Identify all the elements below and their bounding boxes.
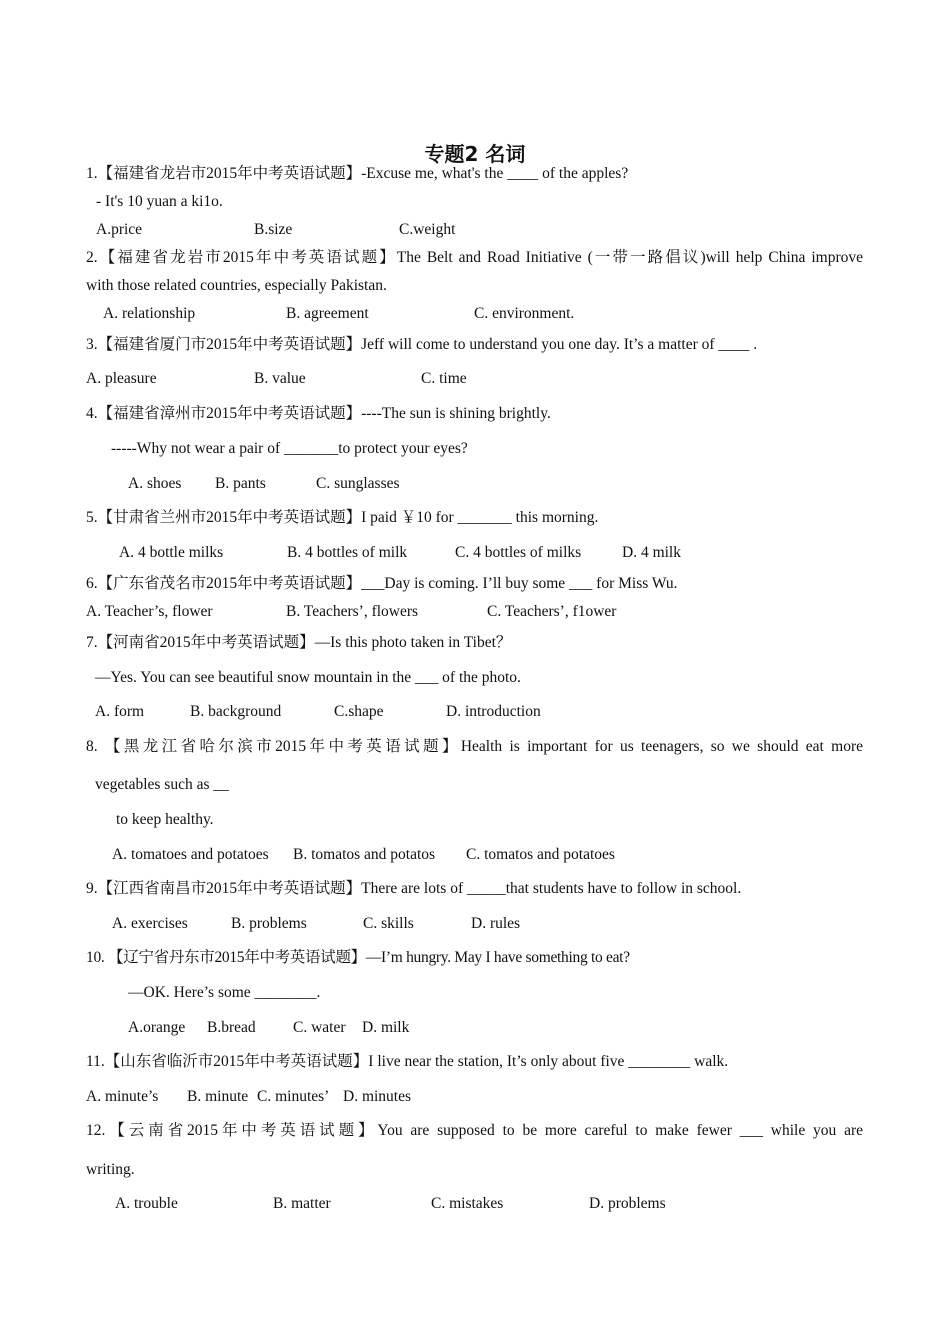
question-11-option-c: C. minutes’ xyxy=(257,1088,330,1105)
question-9-option-d: D. rules xyxy=(471,915,521,932)
question-8-line-1: 8. 【黑龙江省哈尔滨市2015年中考英语试题】Health is important for us teenagers, so we should eat more xyxy=(86,738,863,755)
question-12-line-1: 12.【云南省2015年中考英语试题】You are supposed to be more careful to make fewer ___ while you are xyxy=(86,1122,863,1139)
question-3-option-a: A. pleasure xyxy=(86,370,157,387)
question-11-option-a: A. minute’s xyxy=(86,1088,159,1105)
question-5-option-c: C. 4 bottles of milks xyxy=(455,544,582,561)
question-10-line-2: —OK. Here’s some ________. xyxy=(128,984,321,1001)
question-1-option-b: B.size xyxy=(254,221,293,238)
question-8-option-c: C. tomatos and potatoes xyxy=(466,846,615,863)
question-12-option-a: A. trouble xyxy=(115,1195,178,1212)
question-5-line-1: 5.【甘肃省兰州市2015年中考英语试题】I paid ￥10 for _______ this morning. xyxy=(86,509,599,526)
question-4-option-c: C. sunglasses xyxy=(316,475,400,492)
question-7-option-d: D. introduction xyxy=(446,703,541,720)
question-9-line-1: 9.【江西省南昌市2015年中考英语试题】There are lots of _____that students have to follow in school. xyxy=(86,880,742,897)
question-7-line-1: 7.【河南省2015年中考英语试题】—Is this photo taken in Tibet？ xyxy=(86,634,512,651)
question-7-option-c: C.shape xyxy=(334,703,384,720)
question-4-option-b: B. pants xyxy=(215,475,266,492)
page-title: 专题2 名词 xyxy=(424,142,526,166)
question-2-line-1: 2.【福建省龙岩市2015年中考英语试题】The Belt and Road Initiative (一带一路倡议)will help China improve xyxy=(86,249,863,266)
question-1-line-2: - It's 10 yuan a ki1o. xyxy=(96,193,223,210)
question-1-line-1: 1.【福建省龙岩市2015年中考英语试题】-Excuse me, what's the ____ of the apples? xyxy=(86,165,629,182)
question-12-option-b: B. matter xyxy=(273,1195,331,1212)
question-8-option-a: A. tomatoes and potatoes xyxy=(112,846,269,863)
question-11-option-d: D. minutes xyxy=(343,1088,412,1105)
question-9-option-b: B. problems xyxy=(231,915,307,932)
question-7-option-b: B. background xyxy=(190,703,282,720)
question-6-option-c: C. Teachers’, f1ower xyxy=(487,603,617,620)
question-3-option-b: B. value xyxy=(254,370,306,387)
question-7-line-2: —Yes. You can see beautiful snow mountain in the ___ of the photo. xyxy=(95,669,521,686)
question-10-option-d: D. milk xyxy=(362,1019,410,1036)
question-12-line-2: writing. xyxy=(86,1161,135,1178)
question-2-line-2: with those related countries, especially Pakistan. xyxy=(86,277,387,294)
question-12-option-c: C. mistakes xyxy=(431,1195,504,1212)
question-10-line-1: 10. 【辽宁省丹东市2015年中考英语试题】—I’m hungry. May I have something to eat? xyxy=(86,949,630,966)
question-5-option-b: B. 4 bottles of milk xyxy=(287,544,408,561)
question-6-line-1: 6.【广东省茂名市2015年中考英语试题】___Day is coming. I’ll buy some ___ for Miss Wu. xyxy=(86,575,678,592)
question-2-option-c: C. environment. xyxy=(474,305,575,322)
question-6-option-b: B. Teachers’, flowers xyxy=(286,603,419,620)
question-4-line-1: 4.【福建省漳州市2015年中考英语试题】----The sun is shining brightly. xyxy=(86,405,551,422)
question-12-option-d: D. problems xyxy=(589,1195,666,1212)
question-8-option-b: B. tomatos and potatos xyxy=(293,846,436,863)
question-10-option-b: B.bread xyxy=(207,1019,256,1036)
question-7-option-a: A. form xyxy=(95,703,145,720)
question-6-option-a: A. Teacher’s, flower xyxy=(86,603,213,620)
question-8-line-3: to keep healthy. xyxy=(116,811,214,828)
question-11-line-1: 11.【山东省临沂市2015年中考英语试题】I live near the station, It’s only about five ________ walk. xyxy=(86,1053,729,1070)
question-3-line-1: 3.【福建省厦门市2015年中考英语试题】Jeff will come to understand you one day. It’s a matter of ____ . xyxy=(86,336,758,353)
question-4-line-2: -----Why not wear a pair of _______to protect your eyes? xyxy=(111,440,468,457)
question-5-option-d: D. 4 milk xyxy=(622,544,681,561)
question-9-option-a: A. exercises xyxy=(112,915,188,932)
question-8-line-2: vegetables such as __ xyxy=(95,776,229,793)
question-10-option-c: C. water xyxy=(293,1019,346,1036)
question-5-option-a: A. 4 bottle milks xyxy=(119,544,224,561)
question-1-option-a: A.price xyxy=(96,221,143,238)
question-9-option-c: C. skills xyxy=(363,915,414,932)
question-1-option-c: C.weight xyxy=(399,221,456,238)
question-3-option-c: C. time xyxy=(421,370,467,387)
question-11-option-b: B. minute xyxy=(187,1088,249,1105)
question-4-option-a: A. shoes xyxy=(128,475,182,492)
question-2-option-a: A. relationship xyxy=(103,305,196,322)
question-10-option-a: A.orange xyxy=(128,1019,186,1036)
question-2-option-b: B. agreement xyxy=(286,305,369,322)
